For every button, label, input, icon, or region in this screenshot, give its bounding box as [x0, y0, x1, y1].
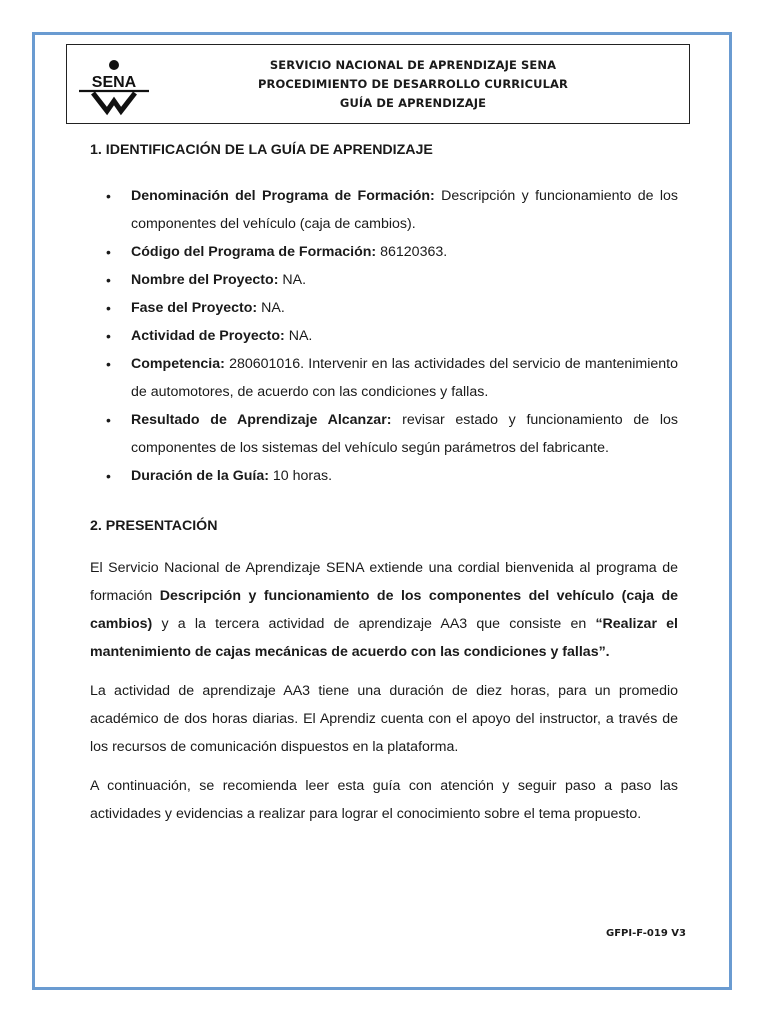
list-item: • Actividad de Proyecto: NA.	[90, 322, 678, 350]
section-1-title: 1. IDENTIFICACIÓN DE LA GUÍA DE APRENDIZAJE	[90, 142, 433, 158]
list-item: • Nombre del Proyecto: NA.	[90, 266, 678, 294]
presentation-paragraph-3: A continuación, se recomienda leer esta guía con atención y seguir paso a paso las actividades y evidencias a realizar para lograr el conocimiento sobre el tema propuesto.	[90, 778, 678, 822]
document-header	[66, 44, 690, 124]
section-2-title: 2. PRESENTACIÓN	[90, 518, 218, 534]
document-body	[90, 136, 678, 828]
header-line-3: GUÍA DE APRENDIZAJE	[339, 96, 487, 110]
identification-list	[90, 182, 678, 490]
header-titles	[157, 56, 669, 113]
header-line-1: SERVICIO NACIONAL DE APRENDIZAJE SENA	[269, 58, 557, 72]
list-item: • Código del Programa de Formación: 86120363.	[90, 238, 678, 266]
form-code: GFPI-F-019 V3	[606, 928, 686, 939]
list-item: • Fase del Proyecto: NA.	[90, 294, 678, 322]
presentation-paragraph-2: La actividad de aprendizaje AA3 tiene una duración de diez horas, para un promedio académico de dos horas diarias. El Aprendiz cuenta con el apoyo del instructor, a través de los recursos de comunicación dispuestos en la plataforma.	[90, 683, 678, 755]
presentation-paragraph-1: El Servicio Nacional de Aprendizaje SENA extiende una cordial bienvenida al programa de formación Descripción y funcionamiento de los componentes del vehículo (caja de cambios) y a la tercera actividad de aprendizaje AA3 que consiste en “Realizar el mantenimiento de cajas mecánicas de acuerdo con las condiciones y fallas”.	[90, 560, 679, 660]
list-item: • Resultado de Aprendizaje Alcanzar: revisar estado y funcionamiento de los componentes de los sistemas del vehículo según parámetros del fabricante.	[90, 406, 678, 462]
list-item: • Competencia: 280601016. Intervenir en las actividades del servicio de mantenimiento de automotores, de acuerdo con las condiciones y fallas.	[90, 350, 678, 406]
header-line-2: PROCEDIMIENTO DE DESARROLLO CURRICULAR	[258, 77, 568, 91]
list-item: • Denominación del Programa de Formación: Descripción y funcionamiento de los componentes del vehículo (caja de cambios).	[90, 182, 678, 238]
logo-text: SENA	[91, 74, 137, 91]
list-item: • Duración de la Guía: 10 horas.	[90, 462, 678, 490]
sena-logo	[77, 49, 151, 119]
